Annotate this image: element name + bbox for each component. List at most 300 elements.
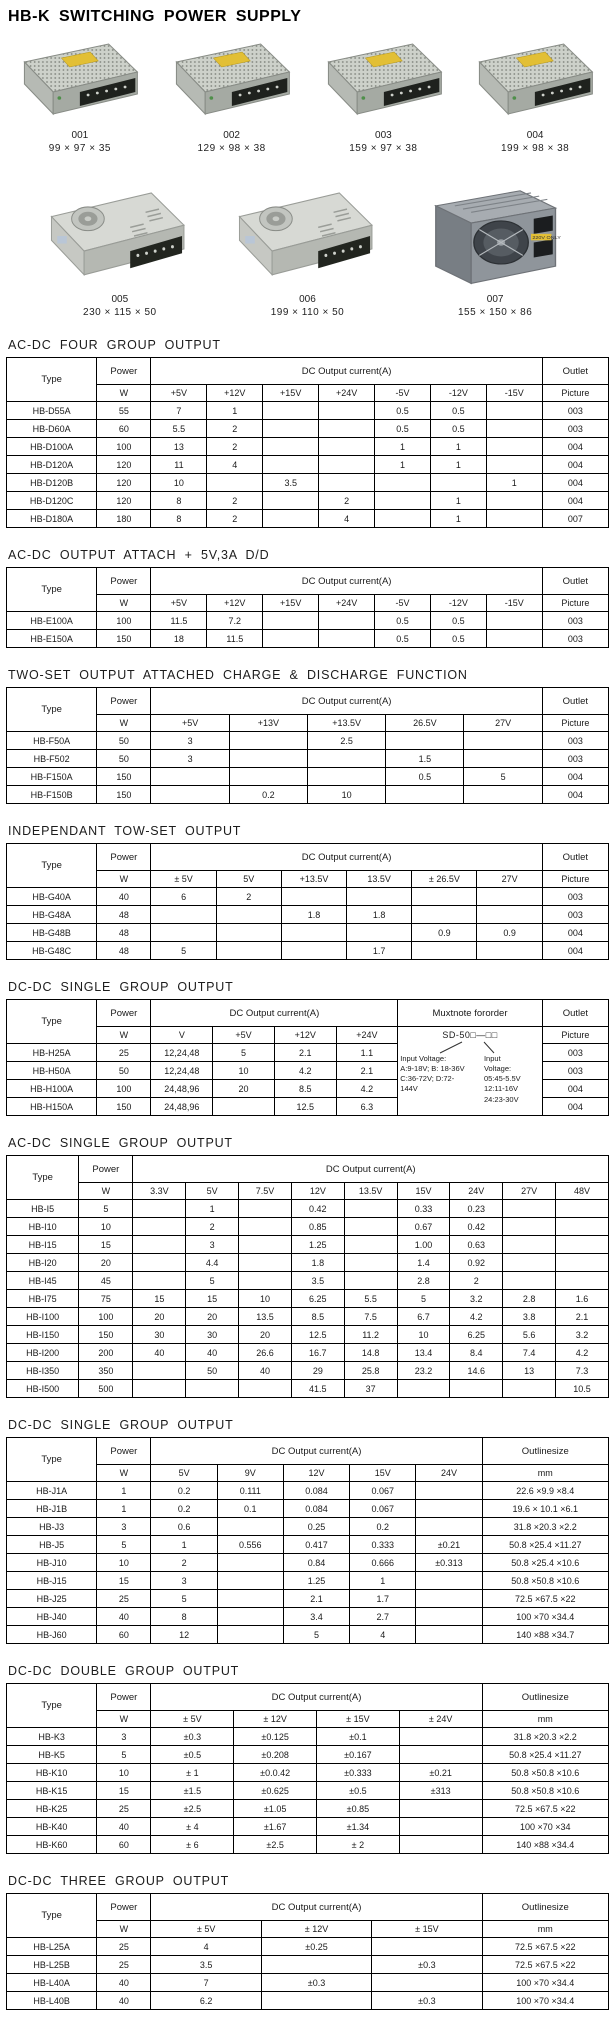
current-cell: 5 [283, 1626, 349, 1644]
current-cell: 0.5 [375, 402, 431, 420]
current-cell: 0.084 [283, 1482, 349, 1500]
current-cell [217, 1572, 283, 1590]
product-dimensions: 129 × 98 × 38 [197, 143, 266, 154]
table-row [7, 1200, 609, 1218]
col-header-voltage: ± 12V [261, 1921, 371, 1938]
current-cell: 0.84 [283, 1554, 349, 1572]
product-id: 006 [299, 294, 316, 305]
col-header-voltage: -15V [486, 595, 542, 612]
current-cell: 4.2 [336, 1080, 398, 1098]
current-cell: 18 [151, 630, 207, 648]
outlet-picture-cell: 004 [542, 492, 608, 510]
current-cell: 6.25 [291, 1290, 344, 1308]
current-cell: 41.5 [291, 1380, 344, 1398]
product-004 [463, 36, 607, 154]
note-line: 144V [400, 1084, 418, 1094]
table-row [7, 1518, 609, 1536]
outline-size-cell: 50.8 ×25.4 ×11.27 [482, 1536, 608, 1554]
power-cell: 120 [97, 456, 151, 474]
table-row [7, 1764, 609, 1782]
current-cell: 2.8 [503, 1290, 556, 1308]
current-cell: ±0.333 [317, 1764, 400, 1782]
current-cell [217, 1554, 283, 1572]
current-cell [399, 1728, 482, 1746]
col-header-voltage: -5V [375, 385, 431, 402]
power-cell: 48 [97, 924, 151, 942]
spec-section [6, 1136, 609, 1398]
current-cell [412, 942, 477, 960]
current-cell: 5 [464, 768, 542, 786]
current-cell [151, 786, 229, 804]
current-cell [344, 1254, 397, 1272]
power-cell: 50 [97, 1062, 151, 1080]
current-cell: ±0.167 [317, 1746, 400, 1764]
current-cell: ±1.5 [151, 1782, 234, 1800]
model-cell: HB-I10 [7, 1218, 79, 1236]
model-cell: HB-J25 [7, 1590, 97, 1608]
current-cell [412, 888, 477, 906]
section-title: INDEPENDANT TOW-SET OUTPUT [8, 824, 242, 838]
col-header-type: Type [7, 358, 97, 402]
current-cell: 13 [151, 438, 207, 456]
current-cell: ±1.34 [317, 1818, 400, 1836]
outlet-picture-cell: 004 [542, 438, 608, 456]
current-cell [503, 1380, 556, 1398]
current-cell: ±0.1 [317, 1728, 400, 1746]
col-header-power-unit: W [97, 1465, 151, 1482]
current-cell: 0.42 [450, 1218, 503, 1236]
current-cell: 0.9 [477, 924, 542, 942]
col-header-power-unit: W [97, 715, 151, 732]
current-cell [263, 420, 319, 438]
spec-section [6, 980, 609, 1116]
col-header-voltage: ± 15V [317, 1711, 400, 1728]
col-header-tail-unit: Picture [542, 595, 608, 612]
power-cell: 48 [97, 942, 151, 960]
current-cell: 7.4 [503, 1344, 556, 1362]
current-cell: ±0.3 [261, 1974, 371, 1992]
col-header-voltage: +5V [151, 385, 207, 402]
col-header-dc-output-current: DC Output current(A) [151, 1684, 482, 1711]
power-cell: 3 [97, 1728, 151, 1746]
col-header-tail: Outlinesize [482, 1438, 608, 1465]
current-cell [151, 924, 216, 942]
current-cell [375, 474, 431, 492]
pointer-lines-icon [420, 1040, 520, 1054]
current-cell [375, 510, 431, 528]
power-cell: 100 [97, 612, 151, 630]
current-cell: 10 [239, 1290, 292, 1308]
current-cell [556, 1200, 609, 1218]
power-cell: 150 [97, 1098, 151, 1116]
current-cell: 0.666 [350, 1554, 416, 1572]
col-header-voltage: +5V [213, 1027, 275, 1044]
current-cell [464, 732, 542, 750]
current-cell: 40 [186, 1344, 239, 1362]
current-cell: 7.2 [207, 612, 263, 630]
current-cell: 10.5 [556, 1380, 609, 1398]
product-photo [8, 36, 152, 128]
output-voltage-code-note [484, 1054, 540, 1105]
current-cell [229, 732, 307, 750]
power-cell: 25 [97, 1590, 151, 1608]
power-cell: 3 [97, 1518, 151, 1536]
current-cell: 7 [151, 1974, 261, 1992]
current-cell: 16.7 [291, 1344, 344, 1362]
model-cell: HB-I20 [7, 1254, 79, 1272]
current-cell: 13.5 [239, 1308, 292, 1326]
col-header-dc-output-current: DC Output current(A) [151, 1894, 482, 1921]
col-header-tail-unit: mm [482, 1465, 608, 1482]
product-photo [463, 36, 607, 128]
col-header-power: Power [97, 1894, 151, 1921]
current-cell [416, 1608, 482, 1626]
table-row [7, 1572, 609, 1590]
current-cell: 4 [350, 1626, 416, 1644]
current-cell: 15 [186, 1290, 239, 1308]
note-line: 05:45-5.5V [483, 1074, 521, 1084]
current-cell: 11.5 [207, 630, 263, 648]
model-cell: HB-G48A [7, 906, 97, 924]
col-header-power-unit: W [97, 1921, 151, 1938]
col-header-power-unit: W [97, 871, 151, 888]
power-cell: 40 [97, 888, 151, 906]
col-header-voltage: 12V [291, 1183, 344, 1200]
table-row [7, 456, 609, 474]
model-cell: HB-K3 [7, 1728, 97, 1746]
current-cell [213, 1098, 275, 1116]
col-header-voltage: 26.5V [386, 715, 464, 732]
power-cell: 150 [97, 630, 151, 648]
model-cell: HB-I350 [7, 1362, 79, 1380]
table-row [7, 1956, 609, 1974]
model-cell: HB-D55A [7, 402, 97, 420]
current-cell: 25.8 [344, 1362, 397, 1380]
current-cell: 0.2 [151, 1500, 217, 1518]
current-cell: 1 [375, 456, 431, 474]
section-title: AC-DC SINGLE GROUP OUTPUT [8, 1136, 233, 1150]
current-cell [416, 1518, 482, 1536]
current-cell [503, 1272, 556, 1290]
col-header-voltage: ± 24V [399, 1711, 482, 1728]
col-header-voltage: +12V [207, 595, 263, 612]
current-cell: 2.1 [274, 1044, 336, 1062]
current-cell: 4.2 [556, 1344, 609, 1362]
col-header-type: Type [7, 1684, 97, 1728]
current-cell [151, 768, 229, 786]
power-supply-photo-enclosed [226, 180, 389, 292]
power-cell: 20 [79, 1254, 133, 1272]
table-row [7, 1236, 609, 1254]
current-cell: 1 [430, 492, 486, 510]
current-cell [217, 1608, 283, 1626]
power-supply-photo-atx [414, 180, 577, 292]
current-cell: 6.7 [397, 1308, 450, 1326]
current-cell [319, 420, 375, 438]
table-row [7, 1818, 609, 1836]
current-cell: 0.2 [350, 1518, 416, 1536]
power-cell: 150 [79, 1326, 133, 1344]
product-id: 001 [71, 130, 89, 141]
current-cell: 2.5 [307, 732, 385, 750]
model-cell: HB-J40 [7, 1608, 97, 1626]
model-cell: HB-H50A [7, 1062, 97, 1080]
col-header-voltage: +24V [336, 1027, 398, 1044]
product-id: 003 [375, 130, 392, 141]
current-cell: 1.6 [556, 1290, 609, 1308]
table-row [7, 768, 609, 786]
model-cell: HB-J1B [7, 1500, 97, 1518]
col-header-dc-output-current: DC Output current(A) [151, 568, 542, 595]
current-cell: ±0.85 [317, 1800, 400, 1818]
current-cell: 13 [503, 1362, 556, 1380]
col-header-power: Power [97, 1000, 151, 1027]
product-photo [414, 180, 577, 292]
current-cell: 3.5 [151, 1956, 261, 1974]
current-cell: 23.2 [397, 1362, 450, 1380]
table-row [7, 474, 609, 492]
spec-table [6, 999, 609, 1116]
col-header-type: Type [7, 1438, 97, 1482]
outlet-picture-cell: 004 [542, 942, 608, 960]
col-header-dc-output-current: DC Output current(A) [151, 1438, 482, 1465]
power-cell: 40 [97, 1974, 151, 1992]
power-cell: 25 [97, 1800, 151, 1818]
current-cell: 30 [133, 1326, 186, 1344]
spec-section [6, 338, 609, 528]
current-cell: 1 [186, 1200, 239, 1218]
current-cell: 0.111 [217, 1482, 283, 1500]
current-cell: 0.23 [450, 1200, 503, 1218]
current-cell: ±2.5 [151, 1800, 234, 1818]
outline-size-cell: 31.8 ×20.3 ×2.2 [482, 1518, 608, 1536]
col-header-tail-unit: Picture [542, 715, 608, 732]
col-header-voltage: -5V [375, 595, 431, 612]
col-header-voltage: V [151, 1027, 213, 1044]
current-cell: 5.5 [344, 1290, 397, 1308]
current-cell [319, 630, 375, 648]
current-cell: 4.4 [186, 1254, 239, 1272]
col-header-dc-output-current: DC Output current(A) [151, 844, 542, 871]
current-cell: 1 [430, 510, 486, 528]
current-cell [216, 942, 281, 960]
spec-section [6, 1874, 609, 2010]
table-row [7, 1938, 609, 1956]
table-row [7, 1290, 609, 1308]
current-cell: 20 [186, 1308, 239, 1326]
col-header-voltage: 27V [503, 1183, 556, 1200]
col-header-voltage: 7.5V [239, 1183, 292, 1200]
col-header-voltage: 27V [477, 871, 542, 888]
col-header-type: Type [7, 1894, 97, 1938]
current-cell: 37 [344, 1380, 397, 1398]
current-cell [263, 492, 319, 510]
col-header-tail: Outlet [542, 1000, 608, 1027]
model-cell: HB-H150A [7, 1098, 97, 1116]
table-row [7, 510, 609, 528]
spec-section [6, 548, 609, 648]
table-row [7, 1746, 609, 1764]
col-header-voltage: +12V [207, 385, 263, 402]
power-cell: 15 [97, 1782, 151, 1800]
current-cell: ± 6 [151, 1836, 234, 1854]
current-cell [133, 1236, 186, 1254]
current-cell: 3 [151, 1572, 217, 1590]
outline-size-cell: 72.5 ×67.5 ×22 [482, 1590, 608, 1608]
current-cell: 11.2 [344, 1326, 397, 1344]
current-cell [503, 1218, 556, 1236]
product-dimensions: 199 × 98 × 38 [501, 143, 570, 154]
current-cell: 6 [151, 888, 216, 906]
table-row [7, 1482, 609, 1500]
current-cell: ±0.0.42 [234, 1764, 317, 1782]
current-cell: 1.00 [397, 1236, 450, 1254]
note-line: Voltage: [483, 1064, 512, 1074]
current-cell: 1 [375, 438, 431, 456]
col-header-order-note: Muxtnote fororder [398, 1000, 542, 1027]
model-cell: HB-I100 [7, 1308, 79, 1326]
current-cell [344, 1200, 397, 1218]
ordering-note [400, 1030, 539, 1105]
current-cell: ±0.3 [372, 1956, 482, 1974]
outlet-picture-cell: 004 [542, 456, 608, 474]
col-header-tail-unit: Picture [542, 871, 608, 888]
current-cell: ±0.21 [416, 1536, 482, 1554]
outline-size-cell: 100 ×70 ×34 [482, 1818, 608, 1836]
model-cell: HB-I5 [7, 1200, 79, 1218]
current-cell: 14.6 [450, 1362, 503, 1380]
col-header-voltage: +24V [319, 385, 375, 402]
current-cell [486, 438, 542, 456]
current-cell: 2 [216, 888, 281, 906]
current-cell [416, 1500, 482, 1518]
col-header-voltage: 24V [416, 1465, 482, 1482]
col-header-voltage: +15V [263, 595, 319, 612]
col-header-voltage: 15V [397, 1183, 450, 1200]
spec-table [6, 1437, 609, 1644]
model-cell: HB-E150A [7, 630, 97, 648]
product-003 [312, 36, 456, 154]
current-cell [319, 612, 375, 630]
model-cell: HB-I500 [7, 1380, 79, 1398]
note-line: 24:23-30V [483, 1094, 519, 1104]
product-photo [38, 180, 201, 292]
model-cell: HB-K25 [7, 1800, 97, 1818]
power-cell: 60 [97, 1836, 151, 1854]
table-row [7, 1590, 609, 1608]
current-cell: 40 [239, 1362, 292, 1380]
spec-table [6, 567, 609, 648]
model-cell: HB-F150A [7, 768, 97, 786]
current-cell: 2.8 [397, 1272, 450, 1290]
power-cell: 40 [97, 1992, 151, 2010]
current-cell: ±313 [399, 1782, 482, 1800]
current-cell: 4.2 [450, 1308, 503, 1326]
current-cell: 5 [151, 1590, 217, 1608]
model-cell: HB-F150B [7, 786, 97, 804]
table-row [7, 1626, 609, 1644]
power-cell: 100 [97, 438, 151, 456]
spec-section [6, 1418, 609, 1644]
current-cell [503, 1200, 556, 1218]
col-header-type: Type [7, 688, 97, 732]
col-header-voltage: 13.5V [344, 1183, 397, 1200]
current-cell: ±2.5 [234, 1836, 317, 1854]
current-cell [217, 1626, 283, 1644]
current-cell [372, 1974, 482, 1992]
current-cell [239, 1254, 292, 1272]
current-cell: ±0.5 [151, 1746, 234, 1764]
current-cell [416, 1572, 482, 1590]
current-cell: 0.5 [430, 630, 486, 648]
col-header-type: Type [7, 1000, 97, 1044]
current-cell: 0.067 [350, 1482, 416, 1500]
col-header-voltage: 12V [283, 1465, 349, 1482]
current-cell: ±0.208 [234, 1746, 317, 1764]
col-header-voltage: +13V [229, 715, 307, 732]
col-header-tail: Outlinesize [482, 1894, 608, 1921]
col-header-voltage: ± 5V [151, 871, 216, 888]
outline-size-cell: 100 ×70 ×34.4 [482, 1608, 608, 1626]
page-title: HB-K SWITCHING POWER SUPPLY [8, 8, 302, 25]
product-dimensions: 155 × 150 × 86 [457, 307, 533, 318]
power-cell: 40 [97, 1608, 151, 1626]
model-cell: HB-L25A [7, 1938, 97, 1956]
outline-size-cell: 22.6 ×9.9 ×8.4 [482, 1482, 608, 1500]
table-row [7, 630, 609, 648]
note-line: Input Voltage: [400, 1054, 447, 1063]
outline-size-cell: 50.8 ×25.4 ×10.6 [482, 1554, 608, 1572]
table-row [7, 942, 609, 960]
outlet-picture-cell: 003 [542, 732, 608, 750]
section-title: DC-DC THREE GROUP OUTPUT [8, 1874, 230, 1888]
product-photo [160, 36, 304, 128]
current-cell [239, 1236, 292, 1254]
col-header-voltage: 5V [151, 1465, 217, 1482]
current-cell: ±0.313 [416, 1554, 482, 1572]
table-row [7, 402, 609, 420]
current-cell [412, 906, 477, 924]
col-header-power-unit: W [97, 1027, 151, 1044]
current-cell [281, 888, 346, 906]
table-row [7, 1344, 609, 1362]
current-cell: 0.5 [375, 420, 431, 438]
current-cell [133, 1254, 186, 1272]
current-cell: 1 [207, 402, 263, 420]
current-cell: 0.5 [386, 768, 464, 786]
model-cell: HB-K10 [7, 1764, 97, 1782]
current-cell: 3.5 [291, 1272, 344, 1290]
current-cell: 2 [207, 510, 263, 528]
current-cell: ± 1 [151, 1764, 234, 1782]
input-voltage-code-note [400, 1054, 481, 1105]
current-cell [477, 942, 542, 960]
product-005 [38, 180, 201, 318]
outlet-picture-cell: 007 [542, 510, 608, 528]
table-row [7, 1500, 609, 1518]
table-row [7, 1218, 609, 1236]
col-header-tail: Outlet [542, 688, 608, 715]
current-cell: 0.85 [291, 1218, 344, 1236]
spec-table [6, 843, 609, 960]
voltage-label-text: 220V ONLY [531, 236, 561, 241]
current-cell: 4 [151, 1938, 261, 1956]
current-cell: 1 [430, 456, 486, 474]
current-cell: 12,24,48 [151, 1044, 213, 1062]
model-cell: HB-D100A [7, 438, 97, 456]
current-cell [347, 924, 412, 942]
spec-sections [6, 338, 609, 2010]
